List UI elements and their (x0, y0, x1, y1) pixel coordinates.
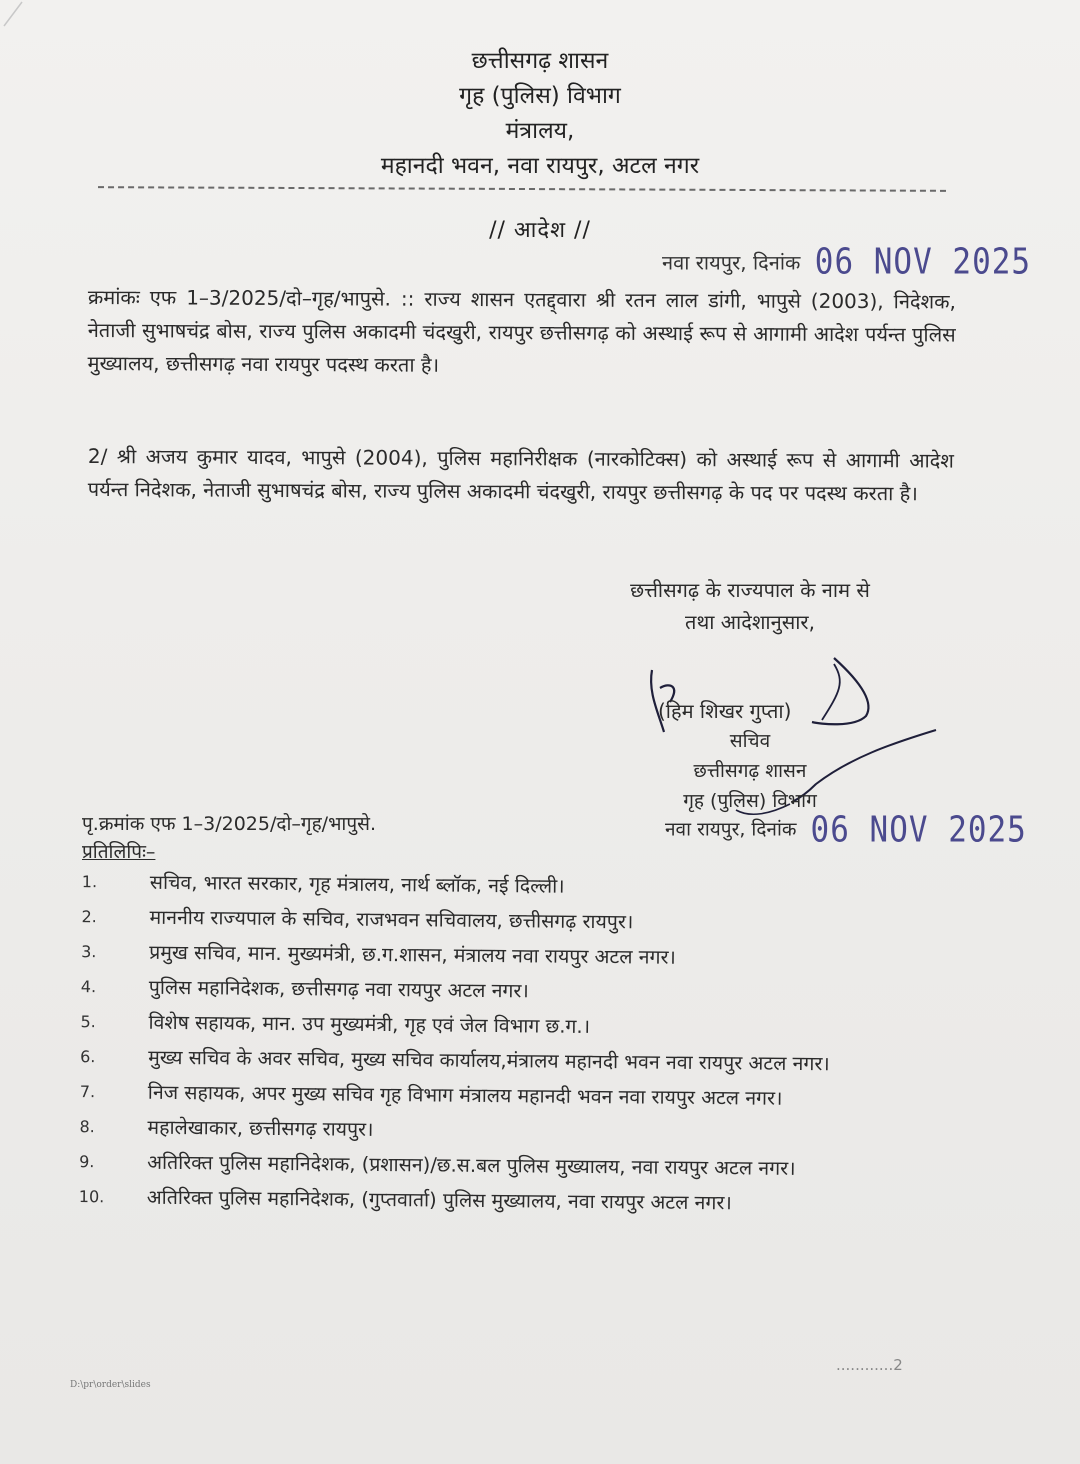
order-date (662, 241, 1032, 283)
letterhead (0, 44, 1080, 184)
header-divider (98, 186, 946, 192)
signoff-line-2: तथा आदेशानुसार, (685, 610, 815, 634)
list-item (71, 1146, 941, 1185)
list-item-number: 9. (79, 1152, 95, 1172)
list-item (72, 1076, 942, 1115)
list-item (73, 901, 943, 940)
list-item-text: पुलिस महानिदेशक, छत्तीसगढ़ नवा रायपुर अटल नगर। (148, 975, 529, 1003)
letterhead-department: गृह (पुलिस) विभाग (459, 83, 621, 109)
footer-file-path: D:\pr\order\slides (70, 1380, 151, 1390)
list-item-text: निज सहायक, अपर मुख्य सचिव गृह विभाग मंत्रालय महानदी भवन नवा रायपुर अटल नगर। (147, 1080, 783, 1110)
signatory-org-2: गृह (पुलिस) विभाग (683, 790, 817, 812)
list-item-text: मुख्य सचिव के अवर सचिव, मुख्य सचिव कार्यालय,मंत्रालय महानदी भवन नवा रायपुर अटल नगर। (148, 1045, 830, 1076)
list-item (74, 866, 944, 905)
signatory-block (620, 696, 880, 816)
endorsement-date-stamp: 06 NOV 2025 (810, 809, 1027, 851)
list-item-text: अतिरिक्त पुलिस महानिदेशक, (गुप्तवार्ता) पुलिस मुख्यालय, नवा रायपुर अटल नगर। (146, 1185, 732, 1215)
endorsement-reference: पृ.क्रमांक एफ 1–3/2025/दो–गृह/भापुसे. (82, 813, 377, 835)
signoff-line-1: छत्तीसगढ़ के राज्यपाल के नाम से (630, 578, 870, 602)
signatory-name: (हिम शिखर गुप्ता) (658, 699, 792, 723)
list-item-number: 3. (81, 942, 97, 962)
page-number: ............2 (836, 1356, 903, 1374)
list-item (73, 936, 943, 975)
list-item-text: माननीय राज्यपाल के सचिव, राजभवन सचिवालय, छत्तीसगढ़ रायपुर। (149, 905, 634, 934)
letterhead-government: छत्तीसगढ़ शासन (471, 48, 609, 74)
list-item-number: 7. (79, 1082, 96, 1102)
order-date-stamp: 06 NOV 2025 (814, 241, 1032, 283)
list-item-text: प्रमुख सचिव, मान. मुख्यमंत्री, छ.ग.शासन, मंत्रालय नवा रायपुर अटल नगर। (149, 940, 676, 969)
order-date-label: नवा रायपुर, दिनांक (662, 250, 801, 275)
list-item-text: सचिव, भारत सरकार, गृह मंत्रालय, नार्थ ब्लॉक, नई दिल्ली। (149, 870, 565, 898)
signoff (560, 574, 940, 638)
signatory-designation: सचिव (729, 730, 771, 752)
list-item-text: अतिरिक्त पुलिस महानिदेशक, (प्रशासन)/छ.स.बल पुलिस मुख्यालय, नवा रायपुर अटल नगर। (147, 1150, 796, 1180)
list-item-number: 4. (80, 977, 97, 997)
list-item (72, 1041, 942, 1080)
list-item-number: 6. (80, 1047, 96, 1067)
corner-scratch-mark (0, 0, 40, 30)
list-item-number: 8. (79, 1117, 95, 1137)
order-paragraph-1: क्रमांकः एफ 1–3/2025/दो–गृह/भापुसे. :: राज्य शासन एतद्द्वारा श्री रतन लाल डांगी, भापुसे (2003), निदेशक, नेताजी सुभाषचंद्र बोस, राज्य पुलिस अकादमी चंदखुरी, रायपुर छत्तीसगढ़ को अस्थाई रूप से आगामी आदेश पर्यन्त पुलिस मुख्यालय, छत्तीसगढ़ नवा रायपुर पदस्थ करता है। (87, 284, 956, 377)
letterhead-address: महानदी भवन, नवा रायपुर, अटल नगर (380, 153, 700, 179)
endorsement-date-label: नवा रायपुर, दिनांक (665, 818, 797, 841)
list-item (72, 1006, 942, 1045)
signatory-org-1: छत्तीसगढ़ शासन (693, 760, 807, 782)
letterhead-ministry: मंत्रालय, (505, 118, 575, 144)
list-item-number: 1. (81, 872, 98, 892)
list-item (73, 971, 943, 1010)
list-item-text: विशेष सहायक, मान. उप मुख्यमंत्री, गृह एवं जेल विभाग छ.ग.। (148, 1010, 591, 1038)
copy-list (71, 866, 944, 1224)
list-item (71, 1111, 941, 1150)
list-item (71, 1181, 941, 1220)
order-title: // आदेश // (489, 218, 591, 243)
list-item-number: 2. (81, 907, 97, 927)
list-item-number: 10. (78, 1187, 105, 1207)
list-item-text: महालेखाकार, छत्तीसगढ़ रायपुर। (147, 1115, 374, 1141)
endorsement-date (665, 809, 1027, 851)
order-paragraph-2: 2/ श्री अजय कुमार यादव, भापुसे (2004), पुलिस महानिरीक्षक (नारकोटिक्स) को अस्थाई रूप से आगामी आदेश पर्यन्त निदेशक, नेताजी सुभाषचंद्र बोस, राज्य पुलिस अकादमी चंदखुरी, रायपुर छत्तीसगढ़ के पद पर पदस्थ करता है। (87, 443, 954, 506)
copy-to-label: प्रतिलिपिः– (82, 841, 156, 863)
list-item-number: 5. (80, 1012, 96, 1032)
